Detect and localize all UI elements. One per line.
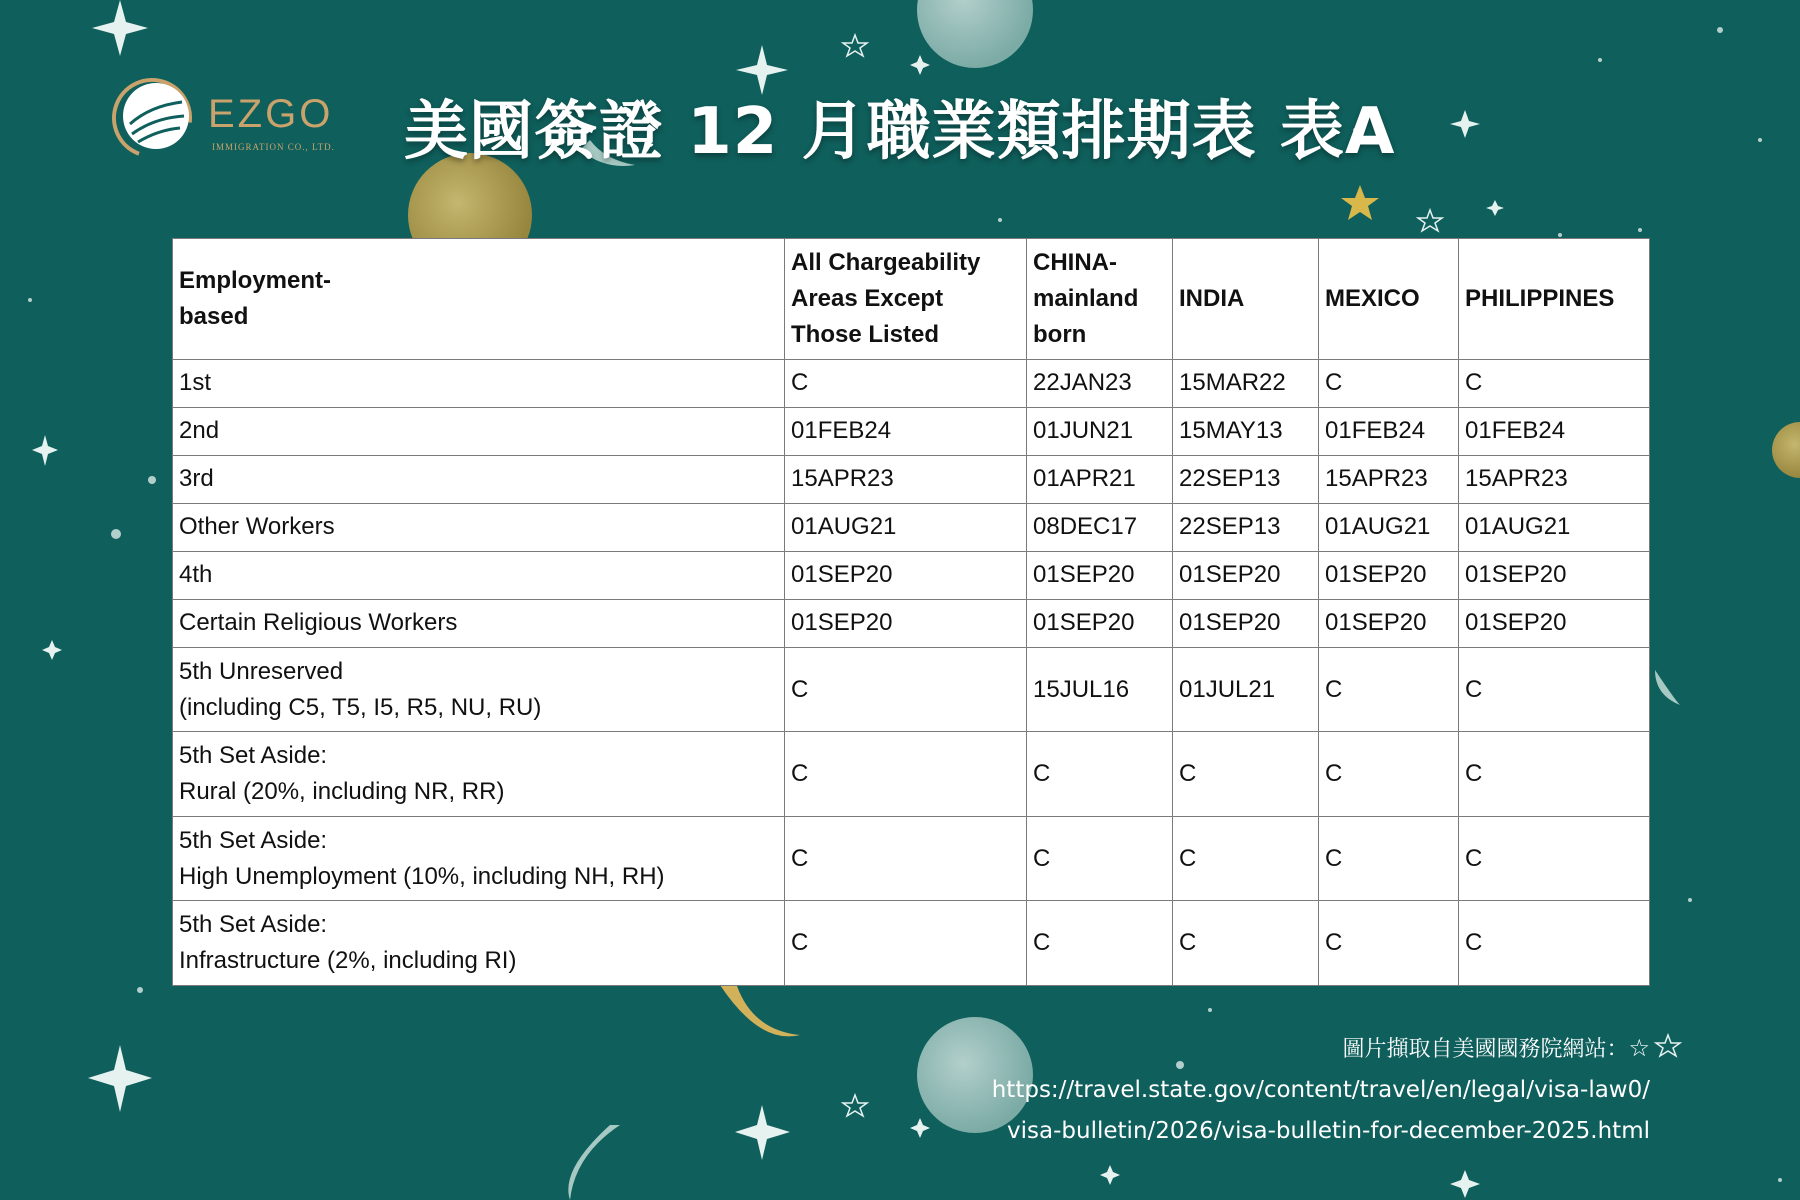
table-row bbox=[173, 551, 1650, 599]
table-cell: C bbox=[1459, 816, 1650, 901]
table-cell: 15MAR22 bbox=[1173, 360, 1319, 408]
page-title: 美國簽證 12 月職業類排期表 表A bbox=[404, 95, 1396, 169]
table-cell: C bbox=[1459, 647, 1650, 732]
table-header-row bbox=[173, 239, 1650, 360]
row-category-cell: 3rd bbox=[173, 455, 785, 503]
table-cell: 01SEP20 bbox=[1319, 599, 1459, 647]
table-cell: 01SEP20 bbox=[785, 551, 1027, 599]
table-header-cell: INDIA bbox=[1173, 239, 1319, 360]
table-cell: C bbox=[1027, 816, 1173, 901]
table-cell: C bbox=[785, 732, 1027, 817]
table-row bbox=[173, 455, 1650, 503]
table-cell: C bbox=[785, 360, 1027, 408]
table-cell: C bbox=[1173, 901, 1319, 986]
table-cell: 15MAY13 bbox=[1173, 407, 1319, 455]
row-category-cell: 5th Set Aside: Rural (20%, including NR, RR) bbox=[173, 732, 785, 817]
logo-wordmark: EZGO bbox=[208, 92, 334, 136]
table-cell: 01SEP20 bbox=[1173, 599, 1319, 647]
table-cell: 01SEP20 bbox=[1027, 599, 1173, 647]
table-cell: 01SEP20 bbox=[1027, 551, 1173, 599]
row-category-cell: 2nd bbox=[173, 407, 785, 455]
crescent-decoration bbox=[568, 1125, 620, 1200]
table-header-cell: CHINA- mainland born bbox=[1027, 239, 1173, 360]
row-category-cell: 5th Set Aside: Infrastructure (2%, including RI) bbox=[173, 901, 785, 986]
row-category-cell: Certain Religious Workers bbox=[173, 599, 785, 647]
table-cell: 01SEP20 bbox=[1459, 551, 1650, 599]
table-cell: 15JUL16 bbox=[1027, 647, 1173, 732]
table-header-cell: All Chargeability Areas Except Those Listed bbox=[785, 239, 1027, 360]
table-cell: 01FEB24 bbox=[1319, 407, 1459, 455]
row-category-cell: 5th Set Aside: High Unemployment (10%, including NH, RH) bbox=[173, 816, 785, 901]
table-cell: 01JUN21 bbox=[1027, 407, 1173, 455]
ezgo-logo bbox=[108, 76, 358, 162]
table-header-cell: Employment- based bbox=[173, 239, 785, 360]
table-row bbox=[173, 599, 1650, 647]
table-cell: 01AUG21 bbox=[1319, 503, 1459, 551]
table-cell: 01AUG21 bbox=[1459, 503, 1650, 551]
row-category-cell: Other Workers bbox=[173, 503, 785, 551]
table-cell: C bbox=[785, 816, 1027, 901]
table-cell: 01SEP20 bbox=[1173, 551, 1319, 599]
table-cell: 01SEP20 bbox=[1459, 599, 1650, 647]
table-cell: 08DEC17 bbox=[1027, 503, 1173, 551]
table-row bbox=[173, 816, 1650, 901]
table-cell: C bbox=[1027, 901, 1173, 986]
row-category-cell: 5th Unreserved (including C5, T5, I5, R5, NU, RU) bbox=[173, 647, 785, 732]
visa-bulletin-table bbox=[172, 238, 1650, 986]
table-cell: 01SEP20 bbox=[1319, 551, 1459, 599]
table-cell: C bbox=[1319, 816, 1459, 901]
table-cell: 01FEB24 bbox=[785, 407, 1027, 455]
gold-star-decoration bbox=[1341, 185, 1379, 220]
table-cell: C bbox=[785, 647, 1027, 732]
table-cell: C bbox=[1459, 901, 1650, 986]
table-cell: 22JAN23 bbox=[1027, 360, 1173, 408]
logo-subtitle: IMMIGRATION CO., LTD. bbox=[212, 142, 335, 152]
table-cell: 01SEP20 bbox=[785, 599, 1027, 647]
table-cell: 01FEB24 bbox=[1459, 407, 1650, 455]
table-cell: 01JUL21 bbox=[1173, 647, 1319, 732]
table-cell: C bbox=[1319, 360, 1459, 408]
crescent-decoration bbox=[1655, 670, 1680, 705]
table-body bbox=[173, 360, 1650, 986]
table-cell: 15APR23 bbox=[785, 455, 1027, 503]
logo-globe-icon bbox=[108, 76, 198, 166]
table-cell: 01APR21 bbox=[1027, 455, 1173, 503]
table-row bbox=[173, 360, 1650, 408]
moon-decoration bbox=[1772, 422, 1800, 478]
table-cell: 22SEP13 bbox=[1173, 503, 1319, 551]
table-row bbox=[173, 901, 1650, 986]
source-citation bbox=[992, 1028, 1650, 1152]
source-url-line-1[interactable]: https://travel.state.gov/content/travel/en/legal/visa-law0/ bbox=[991, 1077, 1650, 1103]
table-cell: 22SEP13 bbox=[1173, 455, 1319, 503]
star-outline-icon: ☆ bbox=[1628, 1034, 1650, 1062]
table-header-cell: MEXICO bbox=[1319, 239, 1459, 360]
row-category-cell: 1st bbox=[173, 360, 785, 408]
table-cell: C bbox=[1319, 732, 1459, 817]
table-header-cell: PHILIPPINES bbox=[1459, 239, 1650, 360]
table-cell: C bbox=[785, 901, 1027, 986]
table-cell: C bbox=[1459, 732, 1650, 817]
source-url-line-2[interactable]: visa-bulletin/2026/visa-bulletin-for-december-2025.html bbox=[1007, 1118, 1650, 1144]
table-cell: 01AUG21 bbox=[785, 503, 1027, 551]
table-cell: C bbox=[1459, 360, 1650, 408]
table-cell: C bbox=[1173, 732, 1319, 817]
table-cell: 15APR23 bbox=[1459, 455, 1650, 503]
table-cell: C bbox=[1027, 732, 1173, 817]
table-cell: C bbox=[1319, 647, 1459, 732]
moon-decoration bbox=[917, 0, 1033, 68]
table-row bbox=[173, 647, 1650, 732]
table-cell: C bbox=[1173, 816, 1319, 901]
table-row bbox=[173, 503, 1650, 551]
crescent-decoration bbox=[720, 980, 800, 1036]
table-row bbox=[173, 407, 1650, 455]
row-category-cell: 4th bbox=[173, 551, 785, 599]
source-prefix: 圖片擷取自美國國務院網站： bbox=[1342, 1037, 1629, 1062]
table-cell: C bbox=[1319, 901, 1459, 986]
visa-bulletin-table-container bbox=[172, 238, 1649, 986]
table-row bbox=[173, 732, 1650, 817]
table-cell: 15APR23 bbox=[1319, 455, 1459, 503]
